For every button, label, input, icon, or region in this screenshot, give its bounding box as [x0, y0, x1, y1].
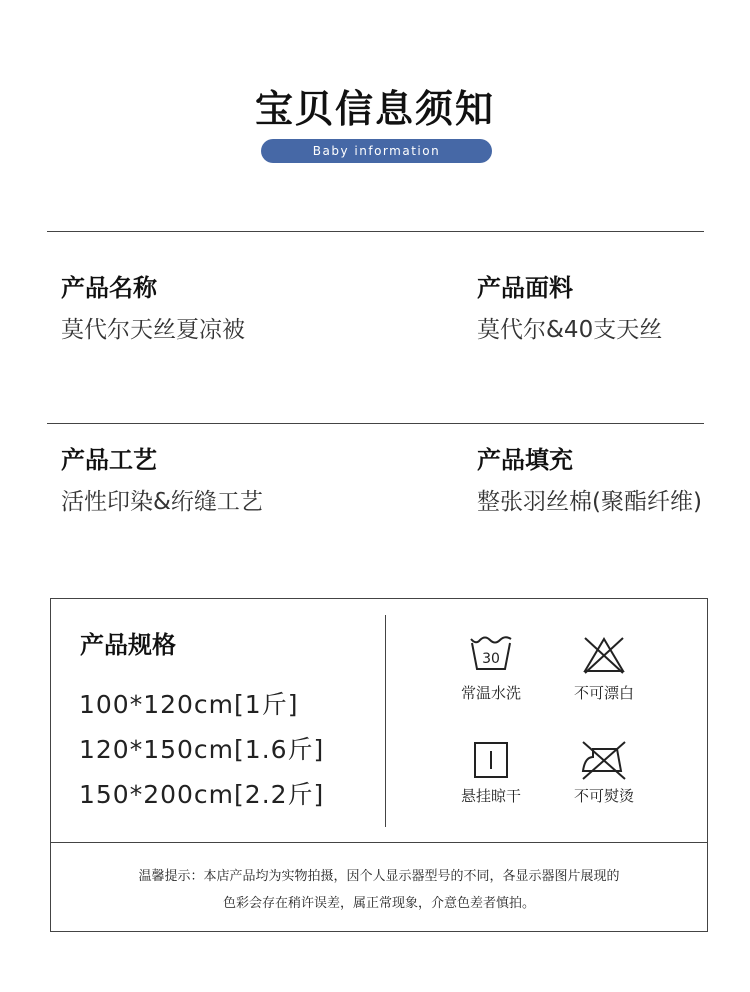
- spec-box: [50, 598, 708, 932]
- wash-30-icon: [468, 635, 514, 673]
- no-bleach-icon: [581, 635, 627, 675]
- divider-middle: [47, 423, 704, 424]
- no-iron-icon: [579, 739, 629, 781]
- no-iron-label: 不可熨烫: [573, 787, 634, 805]
- fabric-value: 莫代尔&40支天丝: [477, 317, 663, 343]
- spec-line: 120*150cm[1.6斤]: [79, 735, 325, 764]
- fabric-label: 产品面料: [477, 274, 573, 302]
- subtitle-pill: Baby information: [261, 139, 492, 163]
- craft-label: 产品工艺: [61, 446, 157, 474]
- filling-value: 整张羽丝棉(聚酯纤维): [477, 489, 702, 515]
- hang-dry-icon: [473, 741, 509, 779]
- notice-line: 温馨提示：本店产品均为实物拍摄，因个人显示器型号的不同，各显示器图片展现的: [138, 869, 620, 884]
- divider-top: [47, 231, 704, 232]
- spec-vertical-divider: [385, 615, 386, 827]
- spec-line: 150*200cm[2.2斤]: [79, 780, 325, 809]
- product-name-label: 产品名称: [61, 274, 157, 302]
- wash-temp-text: 30: [482, 651, 500, 667]
- notice-line: 色彩会存在稍许误差，属正常现象，介意色差者慎拍。: [222, 896, 535, 911]
- wash-label: 常温水洗: [460, 684, 521, 702]
- page-title: 宝贝信息须知: [254, 87, 495, 131]
- filling-label: 产品填充: [477, 446, 573, 474]
- spec-title: 产品规格: [80, 631, 176, 659]
- no-bleach-label: 不可漂白: [573, 684, 634, 702]
- product-name-value: 莫代尔天丝夏凉被: [61, 317, 245, 343]
- hang-dry-label: 悬挂晾干: [460, 787, 521, 805]
- notice-divider: [51, 842, 707, 843]
- craft-value: 活性印染&绗缝工艺: [61, 489, 263, 515]
- spec-line: 100*120cm[1斤]: [79, 690, 299, 719]
